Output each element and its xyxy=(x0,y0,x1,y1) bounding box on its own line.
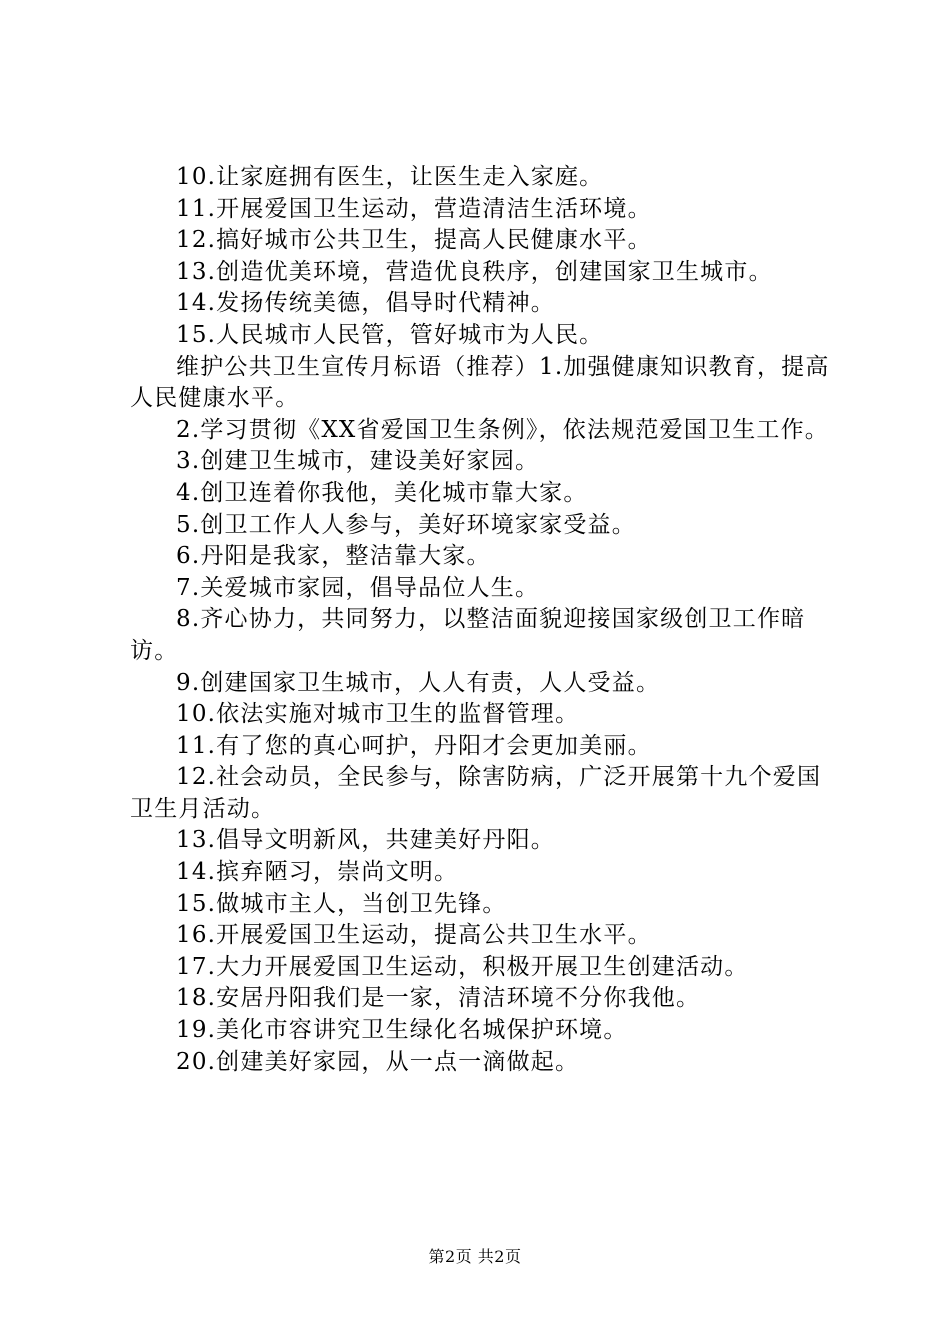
slogan-line: 6.丹阳是我家，整洁靠大家。 xyxy=(176,543,491,570)
slogan-line: 14.发扬传统美德，倡导时代精神。 xyxy=(176,290,555,317)
slogan-line: 12.搞好城市公共卫生，提高人民健康水平。 xyxy=(176,227,652,254)
slogan-line: 8.齐心协力，共同努力，以整洁面貌迎接国家级创卫工作暗访。 xyxy=(130,606,806,664)
slogan-line: 5.创卫工作人人参与，美好环境家家受益。 xyxy=(176,511,636,538)
slogan-line: 10.让家庭拥有医生，让医生走入家庭。 xyxy=(176,164,604,190)
slogan-line: 18.安居丹阳我们是一家，清洁环境不分你我他。 xyxy=(176,985,701,1012)
slogan-line: 13.创造优美环境，营造优良秩序，创建国家卫生城市。 xyxy=(176,258,773,285)
document-body xyxy=(130,162,830,1078)
section-heading-line: 维护公共卫生宣传月标语（推荐）1.加强健康知识教育，提高人民健康水平。 xyxy=(130,353,830,412)
slogan-line: 15.做城市主人，当创卫先锋。 xyxy=(176,890,507,917)
slogan-line: 20.创建美好家园，从一点一滴做起。 xyxy=(176,1048,580,1075)
slogan-line: 15.人民城市人民管，管好城市为人民。 xyxy=(176,321,604,348)
slogan-line: 17.大力开展爱国卫生运动，积极开展卫生创建活动。 xyxy=(176,953,749,980)
slogan-line: 2.学习贯彻《XX省爱国卫生条例》，依法规范爱国卫生工作。 xyxy=(176,416,829,443)
slogan-line: 10.依法实施对城市卫生的监督管理。 xyxy=(176,701,580,728)
slogan-line: 7.关爱城市家园，倡导品位人生。 xyxy=(176,574,540,601)
slogan-line: 13.倡导文明新风，共建美好丹阳。 xyxy=(176,827,555,854)
page-number-footer: 第2页 共2页 xyxy=(428,1247,522,1266)
slogan-line: 11.有了您的真心呵护，丹阳才会更加美丽。 xyxy=(176,732,652,759)
slogan-line: 9.创建国家卫生城市，人人有责，人人受益。 xyxy=(176,669,661,696)
slogan-line: 16.开展爱国卫生运动，提高公共卫生水平。 xyxy=(176,922,652,949)
slogan-line: 14.摈弃陋习，崇尚文明。 xyxy=(176,859,459,886)
slogan-line: 3.创建卫生城市，建设美好家园。 xyxy=(176,448,540,475)
slogan-line: 12.社会动员，全民参与，除害防病，广泛开展第十九个爱国卫生月活动。 xyxy=(130,764,822,822)
slogan-line: 11.开展爱国卫生运动，营造清洁生活环境。 xyxy=(176,195,652,222)
slogan-line: 4.创卫连着你我他，美化城市靠大家。 xyxy=(176,479,588,506)
slogan-line: 19.美化市容讲究卫生绿化名城保护环境。 xyxy=(176,1017,628,1044)
